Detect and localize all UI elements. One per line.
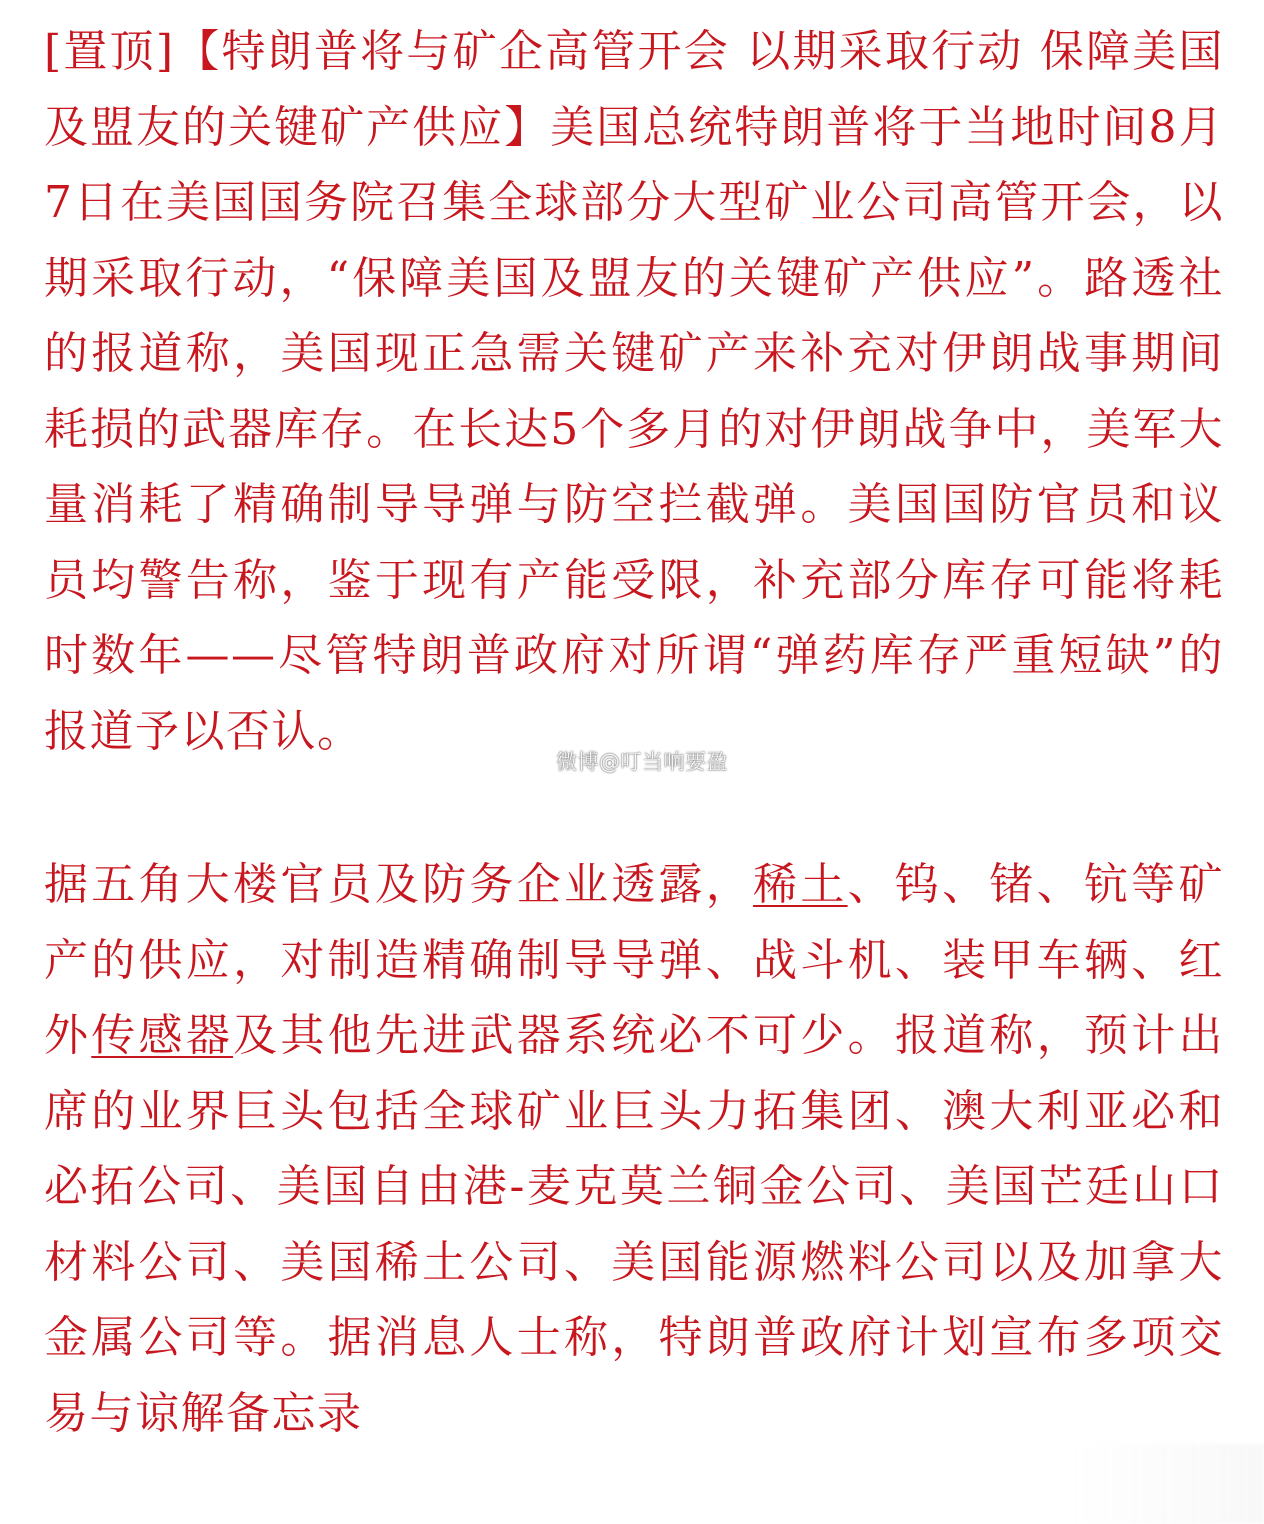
article	[44, 14, 1224, 1451]
keyword-link-sensor[interactable]: 传感器	[91, 1010, 234, 1061]
paragraph-2	[44, 847, 1224, 1451]
paragraph-2-text-b: 、钨、锗、钪等矿产的供应，对制造精确制导导弹、战斗机、装甲车辆、红外	[44, 859, 1225, 1061]
keyword-link-rare-earth[interactable]: 稀土	[753, 859, 848, 910]
watermark: 微博@叮当响要盈	[556, 750, 728, 774]
paragraph-2-text-c: 及其他先进武器系统必不可少。报道称，预计出席的业界巨头包括全球矿业巨头力拓集团、澳大利亚必和必拓公司、美国自由港-麦克莫兰铜金公司、美国芒廷山口材料公司、美国稀土公司、美国能源燃料公司以及加拿大金属公司等。据消息人士称，特朗普政府计划宣布多项交易与谅解备忘录	[44, 1010, 1225, 1439]
headline: 【特朗普将与矿企高管开会 以期采取行动 保障美国及盟友的关键矿产供应】	[44, 26, 1224, 153]
paragraph-1	[44, 14, 1224, 769]
paragraph-2-text-a: 据五角大楼官员及防务企业透露，	[44, 859, 754, 910]
paragraph-1-body: 美国总统特朗普将于当地时间8月7日在美国国务院召集全球部分大型矿业公司高管开会，以期采取行动，“保障美国及盟友的关键矿产供应”。路透社的报道称，美国现正急需关键矿产来补充对伊朗战事期间耗损的武器库存。在长达5个多月的对伊朗战争中，美军大量消耗了精确制导导弹与防空拦截弹。美国国防官员和议员均警告称，鉴于现有产能受限，补充部分库存可能将耗时数年——尽管特朗普政府对所谓“弹药库存严重短缺”的报道予以否认。	[44, 101, 1225, 757]
bottom-fade-overlay	[964, 1444, 1264, 1524]
pin-tag: [置顶]	[44, 26, 175, 77]
